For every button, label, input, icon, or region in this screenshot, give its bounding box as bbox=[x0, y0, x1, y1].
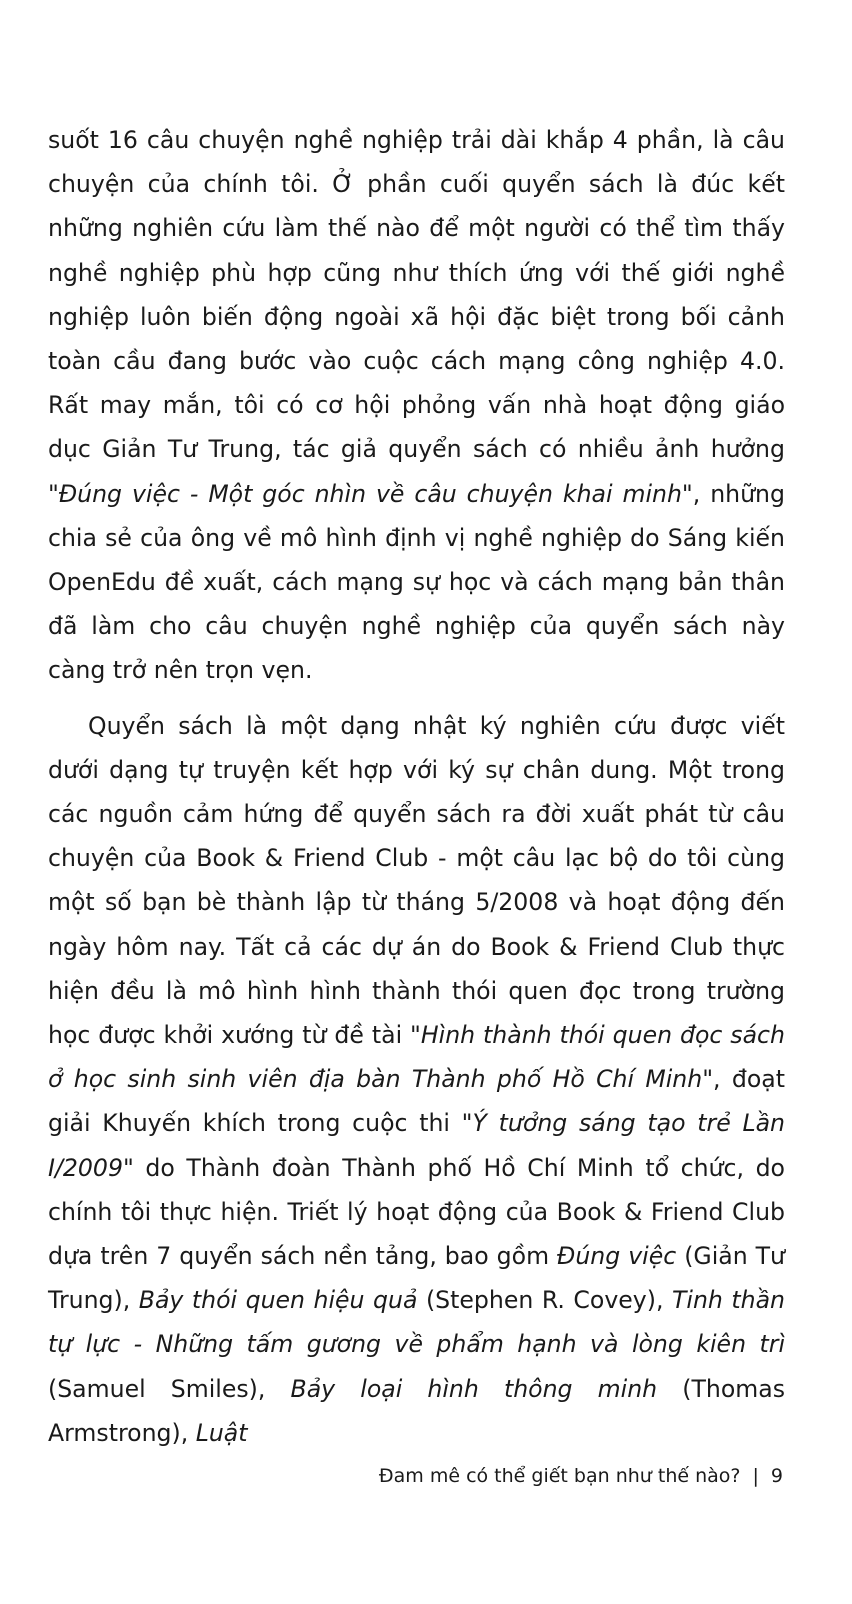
italic-book-title: Bảy loại hình thông minh bbox=[290, 1374, 658, 1403]
footer-title: Đam mê có thể giết bạn như thế nào? bbox=[378, 1465, 741, 1487]
italic-book-title: Đúng việc - Một góc nhìn về câu chuyện khai minh bbox=[58, 479, 682, 508]
paragraph-1 bbox=[48, 118, 785, 693]
footer-separator: | bbox=[752, 1465, 759, 1487]
italic-book-title: Đúng việc bbox=[557, 1242, 677, 1271]
running-footer bbox=[379, 1463, 783, 1489]
paragraph-2 bbox=[48, 704, 785, 1455]
text-segment: (Samuel Smiles), bbox=[48, 1374, 291, 1403]
text-segment: suốt 16 câu chuyện nghề nghiệp trải dài khắp 4 phần, là câu chuyện của chính tôi. Ở phần cuối quyển sách là đúc kết những nghiên cứu làm thế nào để một người có thể tìm thấy nghề nghiệp phù hợp cũng như thích ứng với thế giới nghề nghiệp luôn biến động ngoài xã hội đặc biệt trong bối cảnh toàn cầu đang bước vào cuộc cách mạng công nghiệp 4.0. Rất may mắn, tôi có cơ hội phỏng vấn nhà hoạt động giáo dục Giản Tư Trung, tác giả quyển sách có nhiều ảnh hưởng " bbox=[48, 126, 785, 508]
text-segment: ", những chia sẻ của ông về mô hình định vị nghề nghiệp do Sáng kiến OpenEdu đề xuất, cách mạng sự học và cách mạng bản thân đã làm cho câu chuyện nghề nghiệp của quyển sách này càng trở nên trọn vẹn. bbox=[48, 479, 785, 685]
page-number: 9 bbox=[770, 1465, 783, 1487]
italic-book-title: Luật bbox=[195, 1418, 248, 1447]
text-segment: " do Thành đoàn Thành phố Hồ Chí Minh tổ chức, do chính tôi thực hiện. Triết lý hoạt động của Book & Friend Club dựa trên 7 quyển sách nền tảng, bao gồm bbox=[48, 1153, 785, 1271]
text-segment: ", đoạt giải Khuyến khích trong cuộc thi " bbox=[48, 1065, 785, 1138]
italic-contest-title: Ý tưởng sáng tạo trẻ Lần I/2009 bbox=[48, 1109, 785, 1182]
body-text bbox=[48, 118, 785, 1455]
text-segment: Quyển sách là một dạng nhật ký nghiên cứu được viết dưới dạng tự truyện kết hợp với ký sự chân dung. Một trong các nguồn cảm hứng để quyển sách ra đời xuất phát từ câu chuyện của Book & Friend Club - một câu lạc bộ do tôi cùng một số bạn bè thành lập từ tháng 5/2008 và hoạt động đến ngày hôm nay. Tất cả các dự án do Book & Friend Club thực hiện đều là mô hình hình thành thói quen đọc trong trường học được khởi xướng từ đề tài " bbox=[48, 711, 785, 1050]
text-segment: (Giản Tư Trung), bbox=[48, 1242, 786, 1315]
text-segment: (Stephen R. Covey), bbox=[417, 1286, 672, 1315]
text-segment: (Thomas Armstrong), bbox=[48, 1374, 785, 1447]
italic-book-title: Bảy thói quen hiệu quả bbox=[138, 1286, 418, 1315]
italic-book-title: Tinh thần tự lực - Những tấm gương về phẩm hạnh và lòng kiên trì bbox=[48, 1286, 785, 1359]
italic-project-title: Hình thành thói quen đọc sách ở học sinh sinh viên địa bàn Thành phố Hồ Chí Minh bbox=[48, 1021, 785, 1094]
